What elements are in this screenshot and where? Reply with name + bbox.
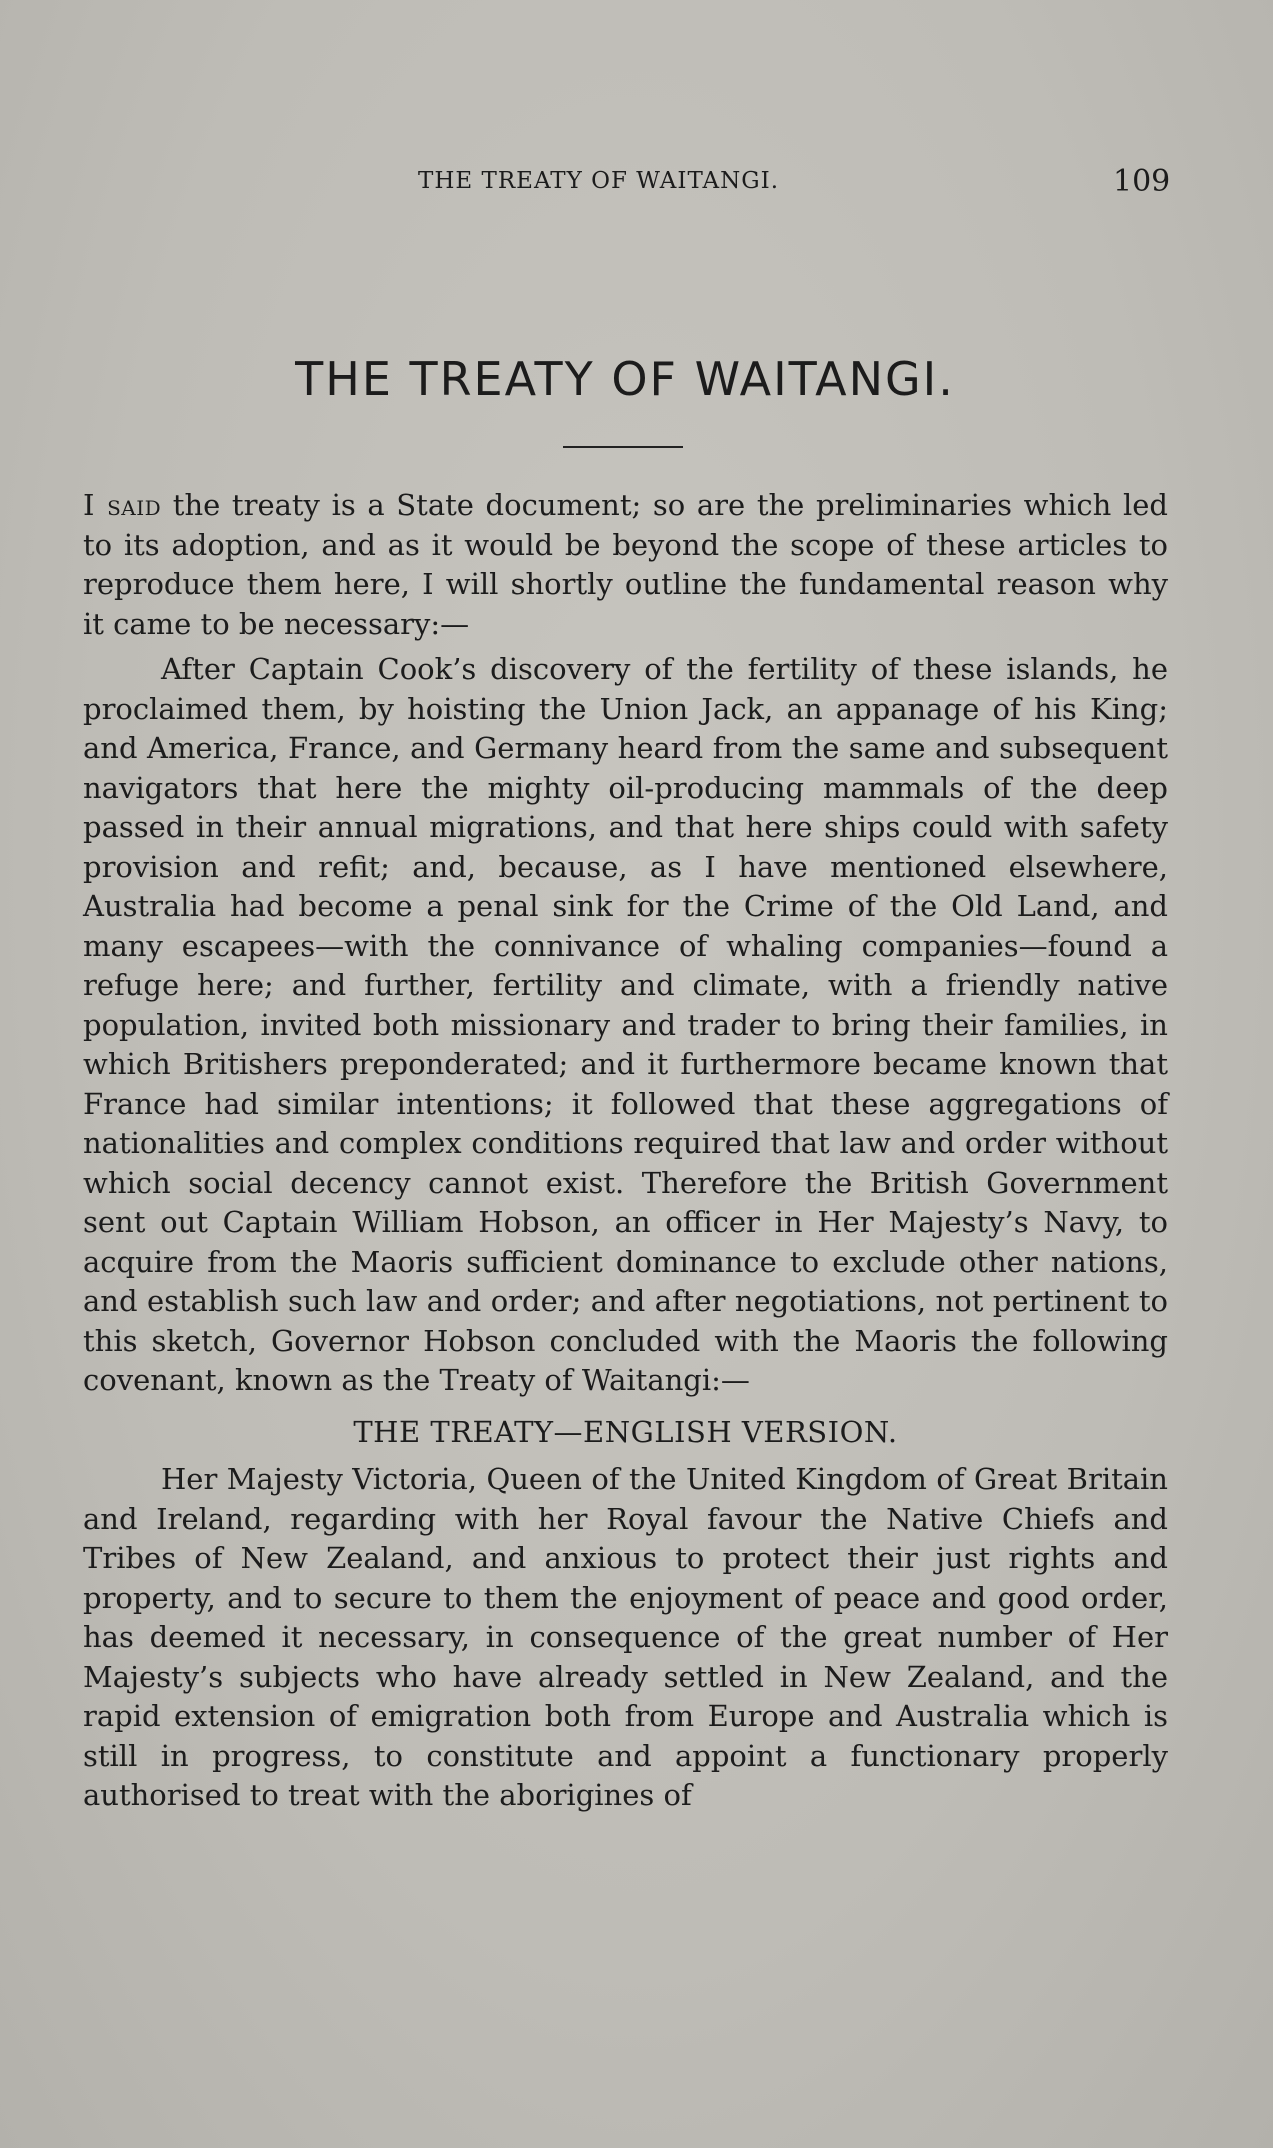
running-title: THE TREATY OF WAITANGI.	[418, 168, 780, 194]
title-divider	[563, 446, 683, 448]
paragraph-treaty-preamble: Her Majesty Victoria, Queen of the United Kingdom of Great Britain and Ireland, regarding with her Royal favour the Native Chiefs and Tribes of New Zealand, and anxious to protect their just rights and property, and to secure to them the enjoyment of peace and good order, has deemed it necessary, in consequence of the great number of Her Majesty’s subjects who have already settled in New Zealand, and the rapid extension of emigration both from Europe and Australia which is still in progress, to constitute and appoint a functionary properly authorised to treat with the aborigines of	[83, 1462, 1168, 1812]
paragraph-intro	[83, 486, 1168, 644]
paragraph-intro-text: the treaty is a State document; so are the preliminaries which led to its adoption, and as it would be beyond the scope of these articles to reproduce them here, I will shortly outline the fundamental reason why it came to be necessary:—	[83, 488, 1168, 641]
running-head	[0, 164, 1273, 208]
article-title: THE TREATY OF WAITANGI.	[295, 352, 955, 406]
page-number: 109	[1113, 164, 1171, 199]
lead-word: I said	[83, 488, 162, 522]
paragraph-history: After Captain Cook’s discovery of the fertility of these islands, he proclaimed them, by hoisting the Union Jack, an appanage of his King; and America, France, and Germany heard from the same and subsequent navigators that here the mighty oil-producing mammals of the deep passed in their annual migrations, and that here ships could with safety provision and refit; and, because, as I have mentioned elsewhere, Australia had become a penal sink for the Crime of the Old Land, and many escapees—with the connivance of whaling companies—found a refuge here; and further, fertility and climate, with a friendly native population, invited both missionary and trader to bring their families, in which Britishers preponderated; and it furthermore became known that France had similar intentions; it followed that these aggregations of nationalities and complex conditions required that law and order without which social decency cannot exist. Therefore the British Government sent out Captain William Hobson, an officer in Her Majesty’s Navy, to acquire from the Maoris sufficient dominance to exclude other nations, and establish such law and order; and after negotiations, not pertinent to this sketch, Governor Hobson concluded with the Maoris the following covenant, known as the Treaty of Waitangi:—	[83, 652, 1168, 1397]
article-body	[83, 486, 1168, 1816]
section-heading: THE TREATY—ENGLISH VERSION.	[353, 1414, 898, 1449]
